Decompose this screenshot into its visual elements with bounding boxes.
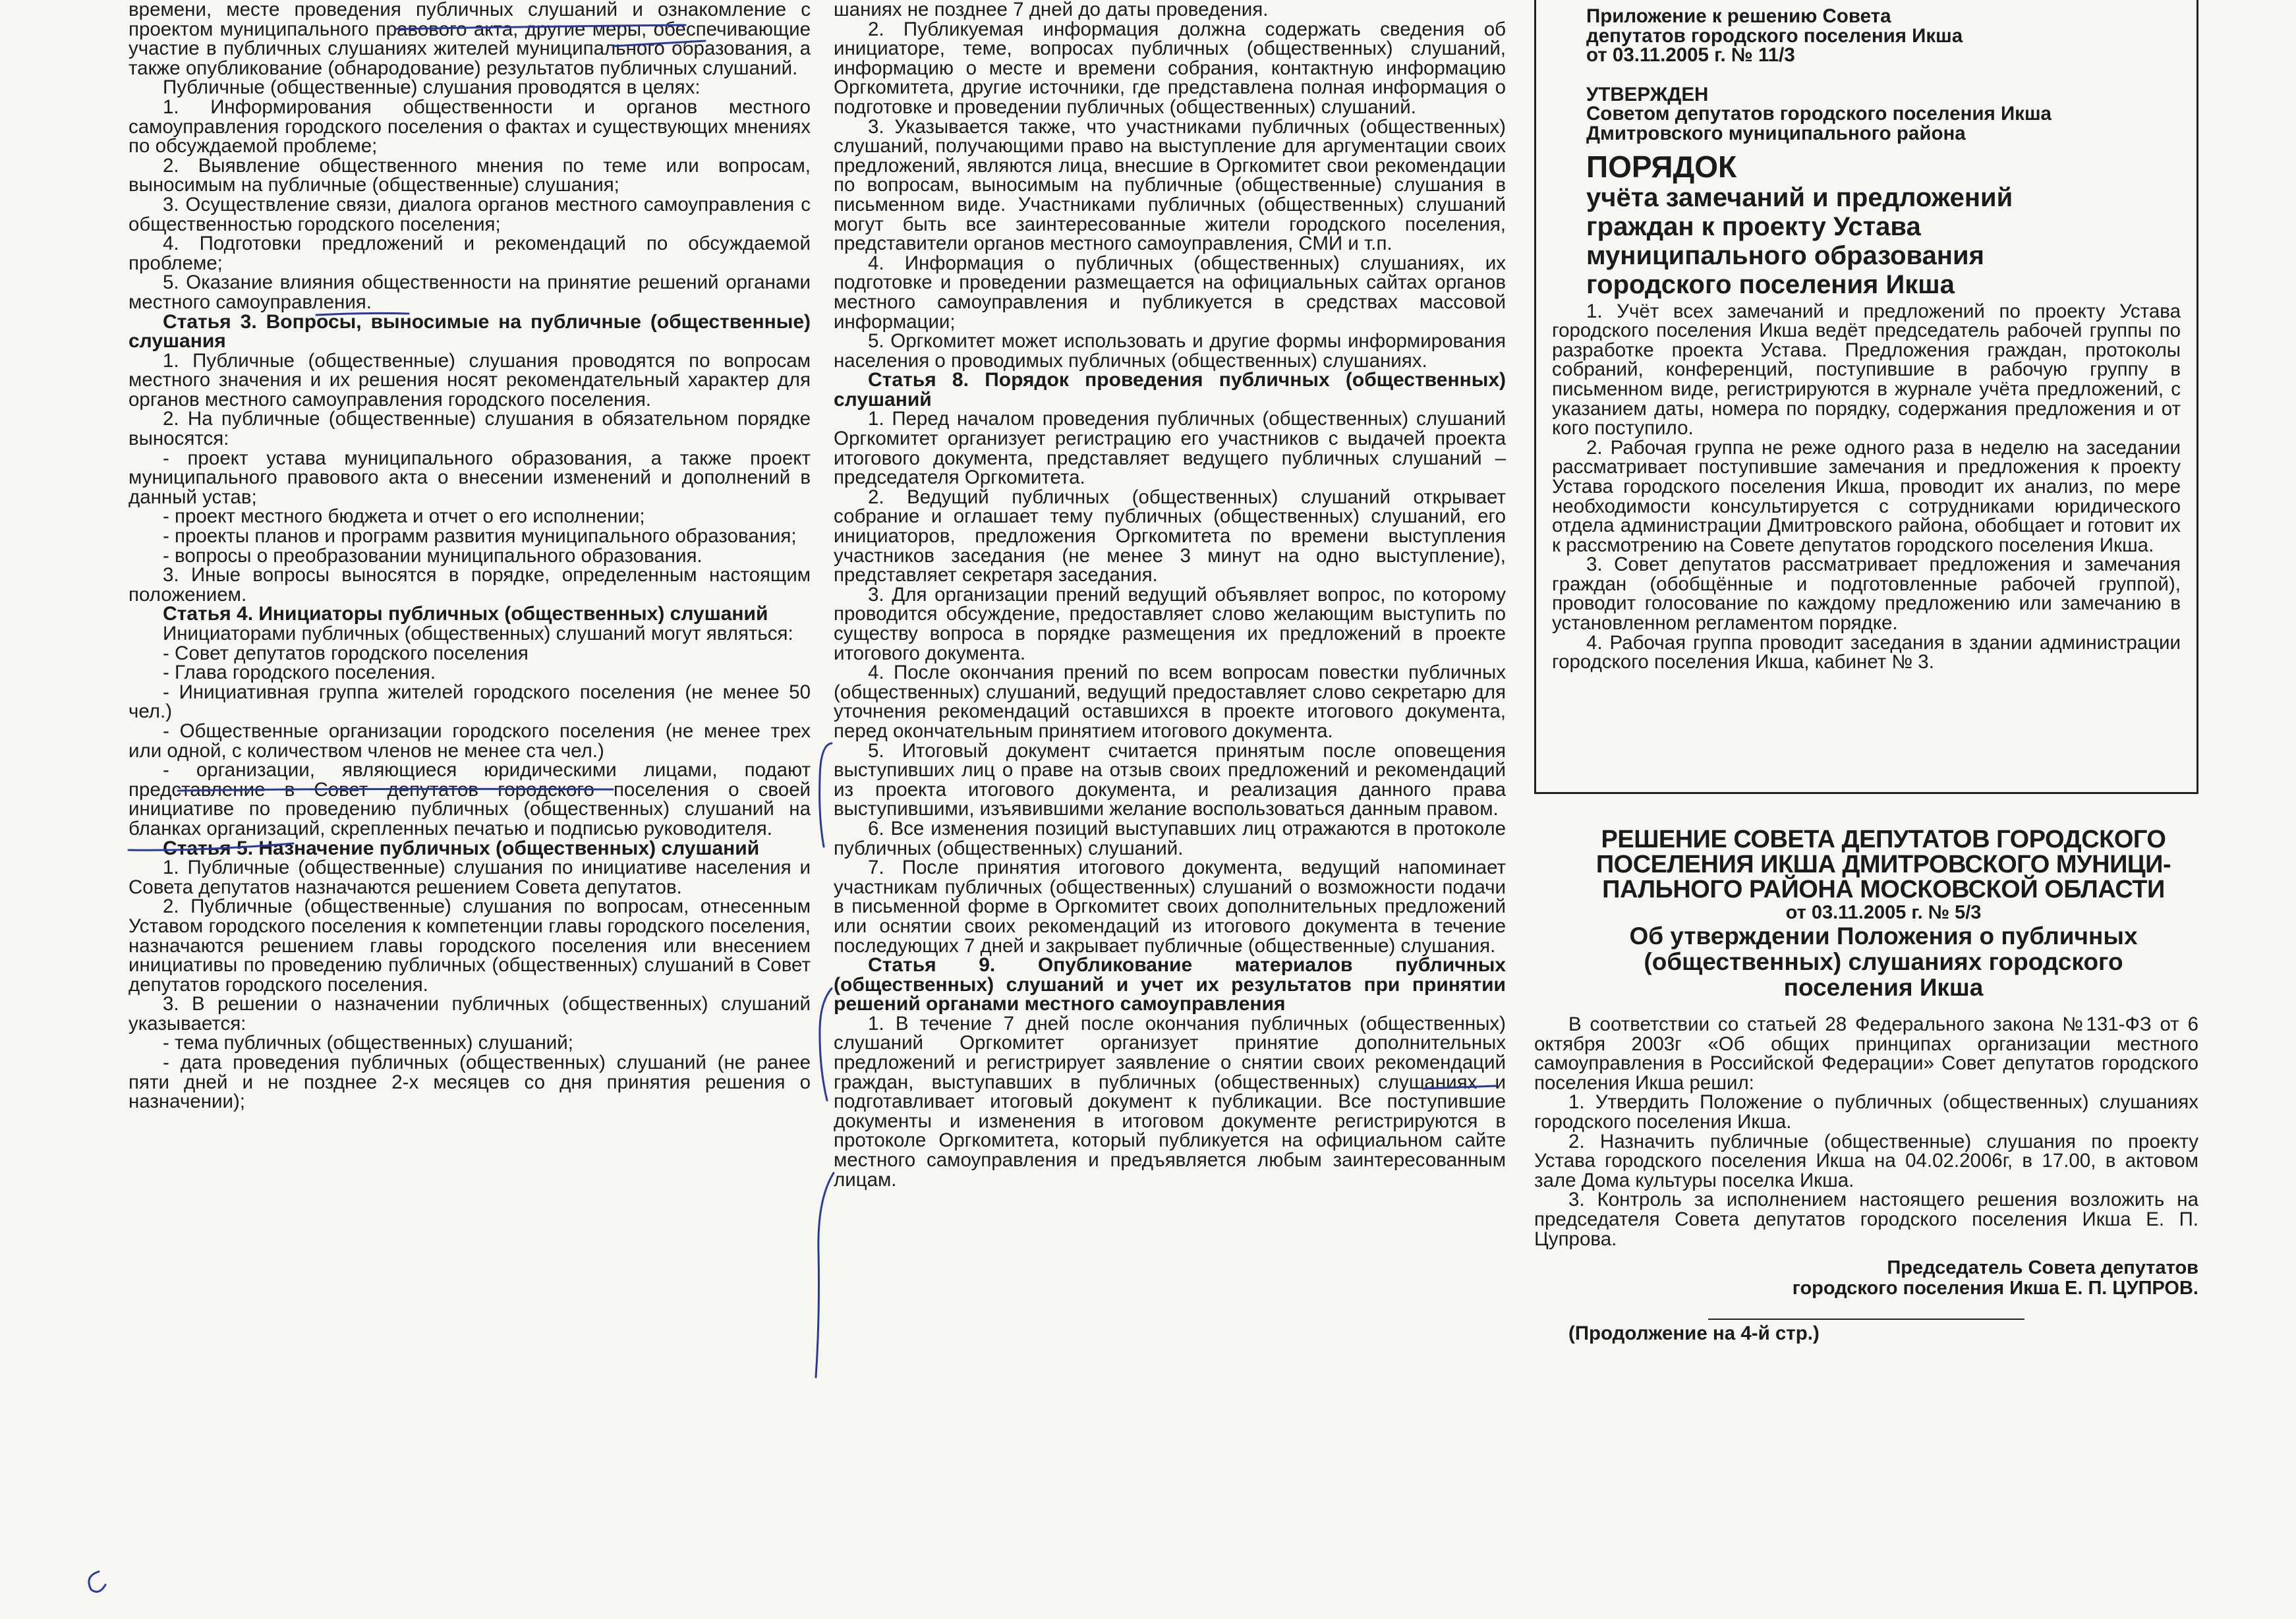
article-paragraph: 1. В течение 7 дней после окончания публичных (общественных) слушаний Оргкомитет организует принятие дополнительных предложений и регистрирует заявление о снятии своих рекомендаций граждан, выступавших в публичных (общественных) слушаниях и подготавливает итоговый документ к публикации. Все поступившие документы и изменения в итоговом документе регистрируются в протоколе Оргкомитета, который публикуется на официальном сайте местного самоуправления и предъявляется любым заинтересованным лицам. (834, 1012, 1506, 1191)
article-paragraph: шаниях не позднее 7 дней до даты проведения. (834, 0, 1269, 20)
article-paragraph: 4. Информация о публичных (общественных) слушаниях, их подготовке и проведении размещается на официальных сайтах органов местного самоуправления и публикуется в средствах массовой информации; (834, 252, 1506, 333)
article-paragraph: - проект устава муниципального образования, а также проект муниципального правового акта о внесении изменений и дополнений в данный устав; (129, 447, 811, 508)
decision-date: от 03.11.2005 г. № 5/3 (1785, 902, 1982, 923)
approved-by-line: Советом депутатов городского поселения Икша (1586, 103, 2052, 125)
article-paragraph: - Инициативная группа жителей городского поселения (не менее 50 чел.) (129, 681, 811, 723)
council-decision (1534, 827, 2198, 1344)
appendix-item: 1. Учёт всех замечаний и предложений по проекту Устава городского поселения Икша ведёт председатель рабочей группы по разработке проекта Устава. Предложения граждан, протоколы собраний, конференций, поступившие в рабочую группу в письменном виде, регистрируются в журнале учёта предложений, с указанием даты, номера по порядку, содержания предложения и от кого поступило. (1552, 300, 2181, 440)
article-paragraph: 6. Все изменения позиций выступавших лиц отражаются в протоколе публичных (общественных) слушаний. (834, 817, 1506, 859)
appendix-item: 2. Рабочая группа не реже одного раза в неделю на заседании рассматривает поступившие замечания и предложения к проекту Устава городского поселения Икша, проводит их анализ, по мере необходимости консультируется с сотрудниками юридического отдела администрации Дмитровского района, обобщает и готовит их к рассмотрению на Совете депутатов городского поселения Икша. (1552, 436, 2181, 556)
decision-heading-line: ПОСЕЛЕНИЯ ИКША ДМИТРОВСКОГО МУНИЦИ- (1595, 851, 2171, 878)
article-heading: Статья 8. Порядок проведения публичных (общественных) слушаний (834, 369, 1506, 411)
decision-heading-line: ПАЛЬНОГО РАЙОНА МОСКОВСКОЙ ОБЛАСТИ (1602, 876, 2165, 903)
article-paragraph: - Глава городского поселения. (163, 662, 436, 684)
article-paragraph: - тема публичных (общественных) слушаний; (163, 1032, 573, 1054)
divider-rule (1708, 1319, 2024, 1320)
approved-by-line: Дмитровского муниципального района (1586, 122, 1966, 144)
article-paragraph: - проекты планов и программ развития муниципального образования; (163, 525, 797, 548)
article-paragraph: 2. Ведущий публичных (общественных) слушаний открывает собрание и оглашает тему публичных (общественных) слушаний, его инициаторов, предложения Оргкомитета по времени выступления участников заседания (не менее 3 минут на одно выступление), представляет секретаря заседания. (834, 486, 1506, 586)
article-paragraph: - проект местного бюджета и отчет о его исполнении; (163, 505, 645, 528)
article-paragraph: 4. После окончания прений по всем вопросам повестки публичных (общественных) слушаний, ведущий предоставляет слово секретарю для уточнения рекомендаций оставшихся в проекте итогового документа, перед окончательным принятием итогового документа. (834, 662, 1506, 742)
article-paragraph: Публичные (общественные) слушания проводятся в целях: (163, 76, 701, 99)
appendix-attachment-line: депутатов городского поселения Икша (1586, 24, 1963, 47)
appendix-title: ПОРЯДОК (1586, 149, 1737, 184)
pen-bracket (820, 988, 832, 1100)
article-paragraph: - вопросы о преобразовании муниципального образования. (163, 544, 703, 567)
article-paragraph: - Совет депутатов городского поселения (163, 642, 529, 664)
article-paragraph: 7. После принятия итогового документа, ведущий напоминает участникам публичных (общественных) слушаний о возможности подачи в письменной форме в Оргкомитет своих дополнительных предложений или оснятии своих рекомендаций из итогового документа в течение последующих 7 дней и закрывает публичные (общественные) слушания. (834, 857, 1506, 957)
article-paragraph: 2. На публичные (общественные) слушания в обязательном порядке выносятся: (129, 408, 811, 450)
appendix-attachment-line: от 03.11.2005 г. № 11/3 (1586, 44, 1795, 67)
appendix-subtitle-line: граждан к проекту Устава (1586, 212, 1921, 241)
appendix-attachment-line: Приложение к решению Совета (1586, 5, 1891, 27)
pen-bracket (820, 743, 832, 847)
article-paragraph: 1. Информирования общественности и органов местного самоуправления городского поселения о фактах и существующих мнениях по обсуждаемой проблеме; (129, 96, 811, 157)
decision-subject-line: (общественных) слушаниях городского (1644, 948, 2123, 975)
appendix-item: 4. Рабочая группа проводит заседания в здании администрации городского поселения Икша, кабинет № 3. (1552, 631, 2181, 673)
decision-paragraph: В соответствии со статьей 28 Федерального закона №131-ФЗ от 6 октября 2003г «Об общих принципах организации местного самоуправления в Российской Федерации» Совет депутатов городского поселения Икша решил: (1534, 1013, 2198, 1094)
article-heading: Статья 3. Вопросы, выносимые на публичные (общественные) слушания (129, 310, 811, 353)
article-column-middle (834, 0, 1506, 1397)
article-paragraph: 1. Публичные (общественные) слушания по инициативе населения и Совета депутатов назначаются решением Совета депутатов. (129, 857, 811, 898)
article-paragraph: 3. Указывается также, что участниками публичных (общественных) слушаний, получающими право на выступление для аргументации своих предложений, являются лица, внесшие в Оргкомитет свои рекомендации по вопросам, выносимым на публичные (общественные) слушания в письменном виде. Участниками публичных (общественных) слушаний могут быть все заинтересованные жители городского поселения, представители органов местного самоуправления, СМИ и т.п. (834, 115, 1506, 255)
article-paragraph: 5. Оргкомитет может использовать и другие формы информирования населения о проводимых публичных (общественных) слушаниях. (834, 330, 1506, 372)
decision-paragraph: 1. Утвердить Положение о публичных (общественных) слушаниях городского поселения Икша. (1534, 1091, 2198, 1133)
article-paragraph: 3. Для организации прений ведущий объявляет вопрос, по которому проводится обсуждение, предоставляет слово желающим выступить по существу вопроса в порядке размещения их предложений в проекте итогового документа. (834, 583, 1506, 664)
article-paragraph: 5. Оказание влияния общественности на принятие решений органами местного самоуправления. (129, 271, 811, 313)
article-paragraph: 1. Публичные (общественные) слушания проводятся по вопросам местного значения и их решения носят рекомендательный характер для органов местного самоуправления городского поселения. (129, 349, 811, 411)
article-paragraph: 2. Публичные (общественные) слушания по вопросам, отнесенным Уставом городского поселения к компетенции главы городского поселения, назначаются решением главы городского поселения или внесением инициативы по проведению публичных (общественных) слушаний в Совет депутатов городского поселения. (129, 895, 811, 996)
pen-mark (89, 1572, 105, 1592)
article-heading: Статья 9. Опубликование материалов публичных (общественных) слушаний и учет их результатов при принятии решений органами местного самоуправления (834, 954, 1506, 1015)
appendix-subtitle-line: учёта замечаний и предложений (1586, 183, 2013, 212)
appendix-subtitle-line: городского поселения Икша (1586, 270, 1955, 299)
appendix-item: 3. Совет депутатов рассматривает предложения и замечания граждан (обобщённые и подготовленные рабочей группой), проводит голосование по каждому предложению или замечанию в установленном регламентом порядке. (1552, 554, 2181, 635)
pen-bracket (816, 1173, 834, 1377)
article-paragraph: 1. Перед началом проведения публичных (общественных) слушаний Оргкомитет организует регистрацию его участников с выдачей проекта итогового документа, представляет ведущего публичных слушаний – председателя Оргкомитета. (834, 408, 1506, 489)
signature-line: Председатель Совета депутатов (1887, 1257, 2198, 1279)
continuation-note: (Продолжение на 4-й стр.) (1568, 1322, 1820, 1345)
decision-subject-line: поселения Икша (1783, 974, 1984, 1001)
article-heading: Статья 4. Инициаторы публичных (общественных) слушаний (163, 603, 768, 625)
appendix-box (1534, 0, 2198, 794)
article-paragraph: 3. Осуществление связи, диалога органов местного самоуправления с общественностью городского поселения; (129, 193, 811, 235)
article-paragraph: 3. В решении о назначении публичных (общественных) слушаний указывается: (129, 993, 811, 1035)
article-paragraph: Инициаторами публичных (общественных) слушаний могут являться: (163, 623, 793, 644)
article-column-left (129, 0, 811, 1397)
article-paragraph: - Общественные организации городского поселения (не менее трех или одной, с количеством членов не менее ста чел.) (129, 720, 811, 762)
article-paragraph: - дата проведения публичных (общественных) слушаний (не ранее пяти дней и не позднее 2-х месяцев со дня принятия решения о назначении); (129, 1052, 811, 1113)
article-heading: Статья 5. Назначение публичных (общественных) слушаний (163, 837, 760, 859)
decision-paragraph: 2. Назначить публичные (общественные) слушания по проекту Устава городского поселения Икша на 04.02.2006г, в 17.00, в актовом зале Дома культуры поселка Икша. (1534, 1130, 2198, 1191)
decision-paragraph: 3. Контроль за исполнением настоящего решения возложить на председателя Совета депутатов городского поселения Икша Е. П. Цупрова. (1534, 1189, 2198, 1250)
decision-heading-line: РЕШЕНИЕ СОВЕТА ДЕПУТАТОВ ГОРОДСКОГО (1601, 826, 2166, 853)
article-paragraph: 5. Итоговый документ считается принятым после оповещения выступивших лиц о праве на отзыв своих предложений и рекомендаций из проекта итогового документа, и реализация данного права выступившими, изъявившими желание воспользоваться данным правом. (834, 739, 1506, 820)
article-paragraph: - организации, являющиеся юридическими лицами, подают представление в Совет депутатов городского поселения о своей инициативе по проведению публичных (общественных) слушаний на бланках организаций, скрепленных печатью и подписью руководителя. (129, 759, 811, 839)
approved-label: УТВЕРЖДЕН (1586, 83, 1709, 105)
article-paragraph: 3. Иные вопросы выносятся в порядке, определенным настоящим положением. (129, 564, 811, 606)
appendix-subtitle-line: муниципального образования (1586, 241, 1984, 270)
article-paragraph: 4. Подготовки предложений и рекомендаций по обсуждаемой проблеме; (129, 233, 811, 274)
article-paragraph: 2. Публикуемая информация должна содержать сведения об инициаторе, теме, вопросах публичных (общественных) слушаний, информацию о месте и времени собрания, контактную информацию Оргкомитета, другие источники, где представлена полная информация о подготовке и проведении публичных (общественных) слушаний. (834, 18, 1506, 118)
decision-subject-line: Об утверждении Положения о публичных (1629, 923, 2138, 950)
article-paragraph: времени, месте проведения публичных слушаний и ознакомление с проектом муниципального правового акта, другие меры, обеспечивающие участие в публичных слушаниях жителей муниципального образования, а также опубликование (обнародование) результатов публичных слушаний. (129, 0, 811, 79)
signature-line: городского поселения Икша Е. П. ЦУПРОВ. (1792, 1278, 2198, 1299)
article-paragraph: 2. Выявление общественного мнения по теме или вопросам, выносимым на публичные (общественные) слушания; (129, 154, 811, 196)
